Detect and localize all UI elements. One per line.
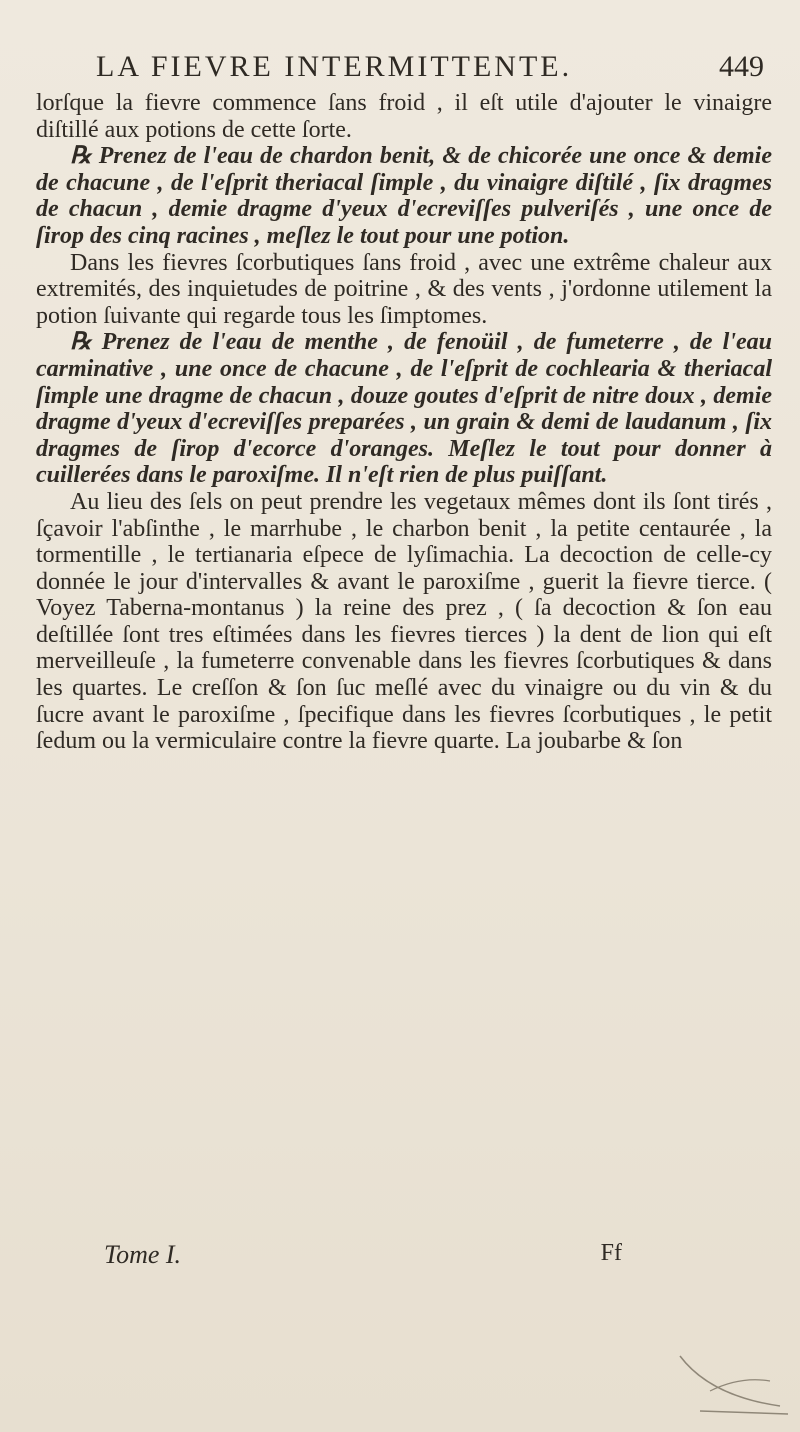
- paragraph-3: Au lieu des ſels on peut prendre les vegetaux mêmes dont ils ſont tirés , ſçavoir l'abſinthe , le marrhube , le charbon benit , la petite centaurée , la tormentille , le tertianaria eſpece de lyſimachia. La decoction de celle-cy donnée le jour d'intervalles & avant le paroxiſme , guerit la fievre tierce. ( Voyez Taberna-montanus ) la reine des prez , ( ſa decoction & ſon eau deſtillée ſont tres eſtimées dans les fievres tierces ) la dent de lion qui eſt merveilleuſe , la fumeterre convenable dans les fievres ſcorbutiques & dans les quartes. Le creſſon & ſon ſuc meſlé avec du vinaigre ou du vin & du ſucre avant le paroxiſme , ſpecifique dans les fievres ſcorbutiques , le petit ſedum ou la vermiculaire contre la fievre quarte. La joubarbe & ſon: [36, 488, 772, 755]
- paragraph-1: lorſque la fievre commence ſans froid , il eſt utile d'ajouter le vinaigre diſtillé aux potions de cette ſorte.: [36, 90, 772, 143]
- page-number: 449: [719, 50, 764, 83]
- page-footer: [36, 1240, 772, 1270]
- page-header: [96, 50, 772, 90]
- recipe-paragraph-1: ℞ Prenez de l'eau de chardon benit, & de chicorée une once & demie de chacune , de l'eſprit theriacal ſimple , du vinaigre diſtilé , ſix dragmes de chacun , demie dragme d'yeux d'ecreviſſes pulveriſés , une once de ſirop des cinq racines , meſlez le tout pour une potion.: [36, 143, 772, 249]
- running-title: LA FIEVRE INTERMITTENTE.: [96, 50, 573, 83]
- paragraph-2: Dans les fievres ſcorbutiques ſans froid , avec une extrême chaleur aux extremités, des inquietudes de poitrine , & des vents , j'ordonne utilement la potion ſuivante qui regarde tous les ſimptomes.: [36, 249, 772, 329]
- recipe-paragraph-2: ℞ Prenez de l'eau de menthe , de fenoüil , de fumeterre , de l'eau carminative , une once de chacune , de l'eſprit de cochlearia & theriacal ſimple une dragme de chacun , douze goutes d'eſprit de nitre doux , demie dragme d'yeux d'ecreviſſes preparées , un grain & demi de laudanum , ſix dragmes de ſirop d'ecorce d'oranges. Meſlez le tout pour donner à cuillerées dans le paroxiſme. Il n'eſt rien de plus puiſſant.: [36, 329, 772, 489]
- signature-mark: Ff: [600, 1240, 622, 1266]
- tome-label: Tome I.: [104, 1240, 182, 1269]
- corner-stain: [670, 1336, 790, 1416]
